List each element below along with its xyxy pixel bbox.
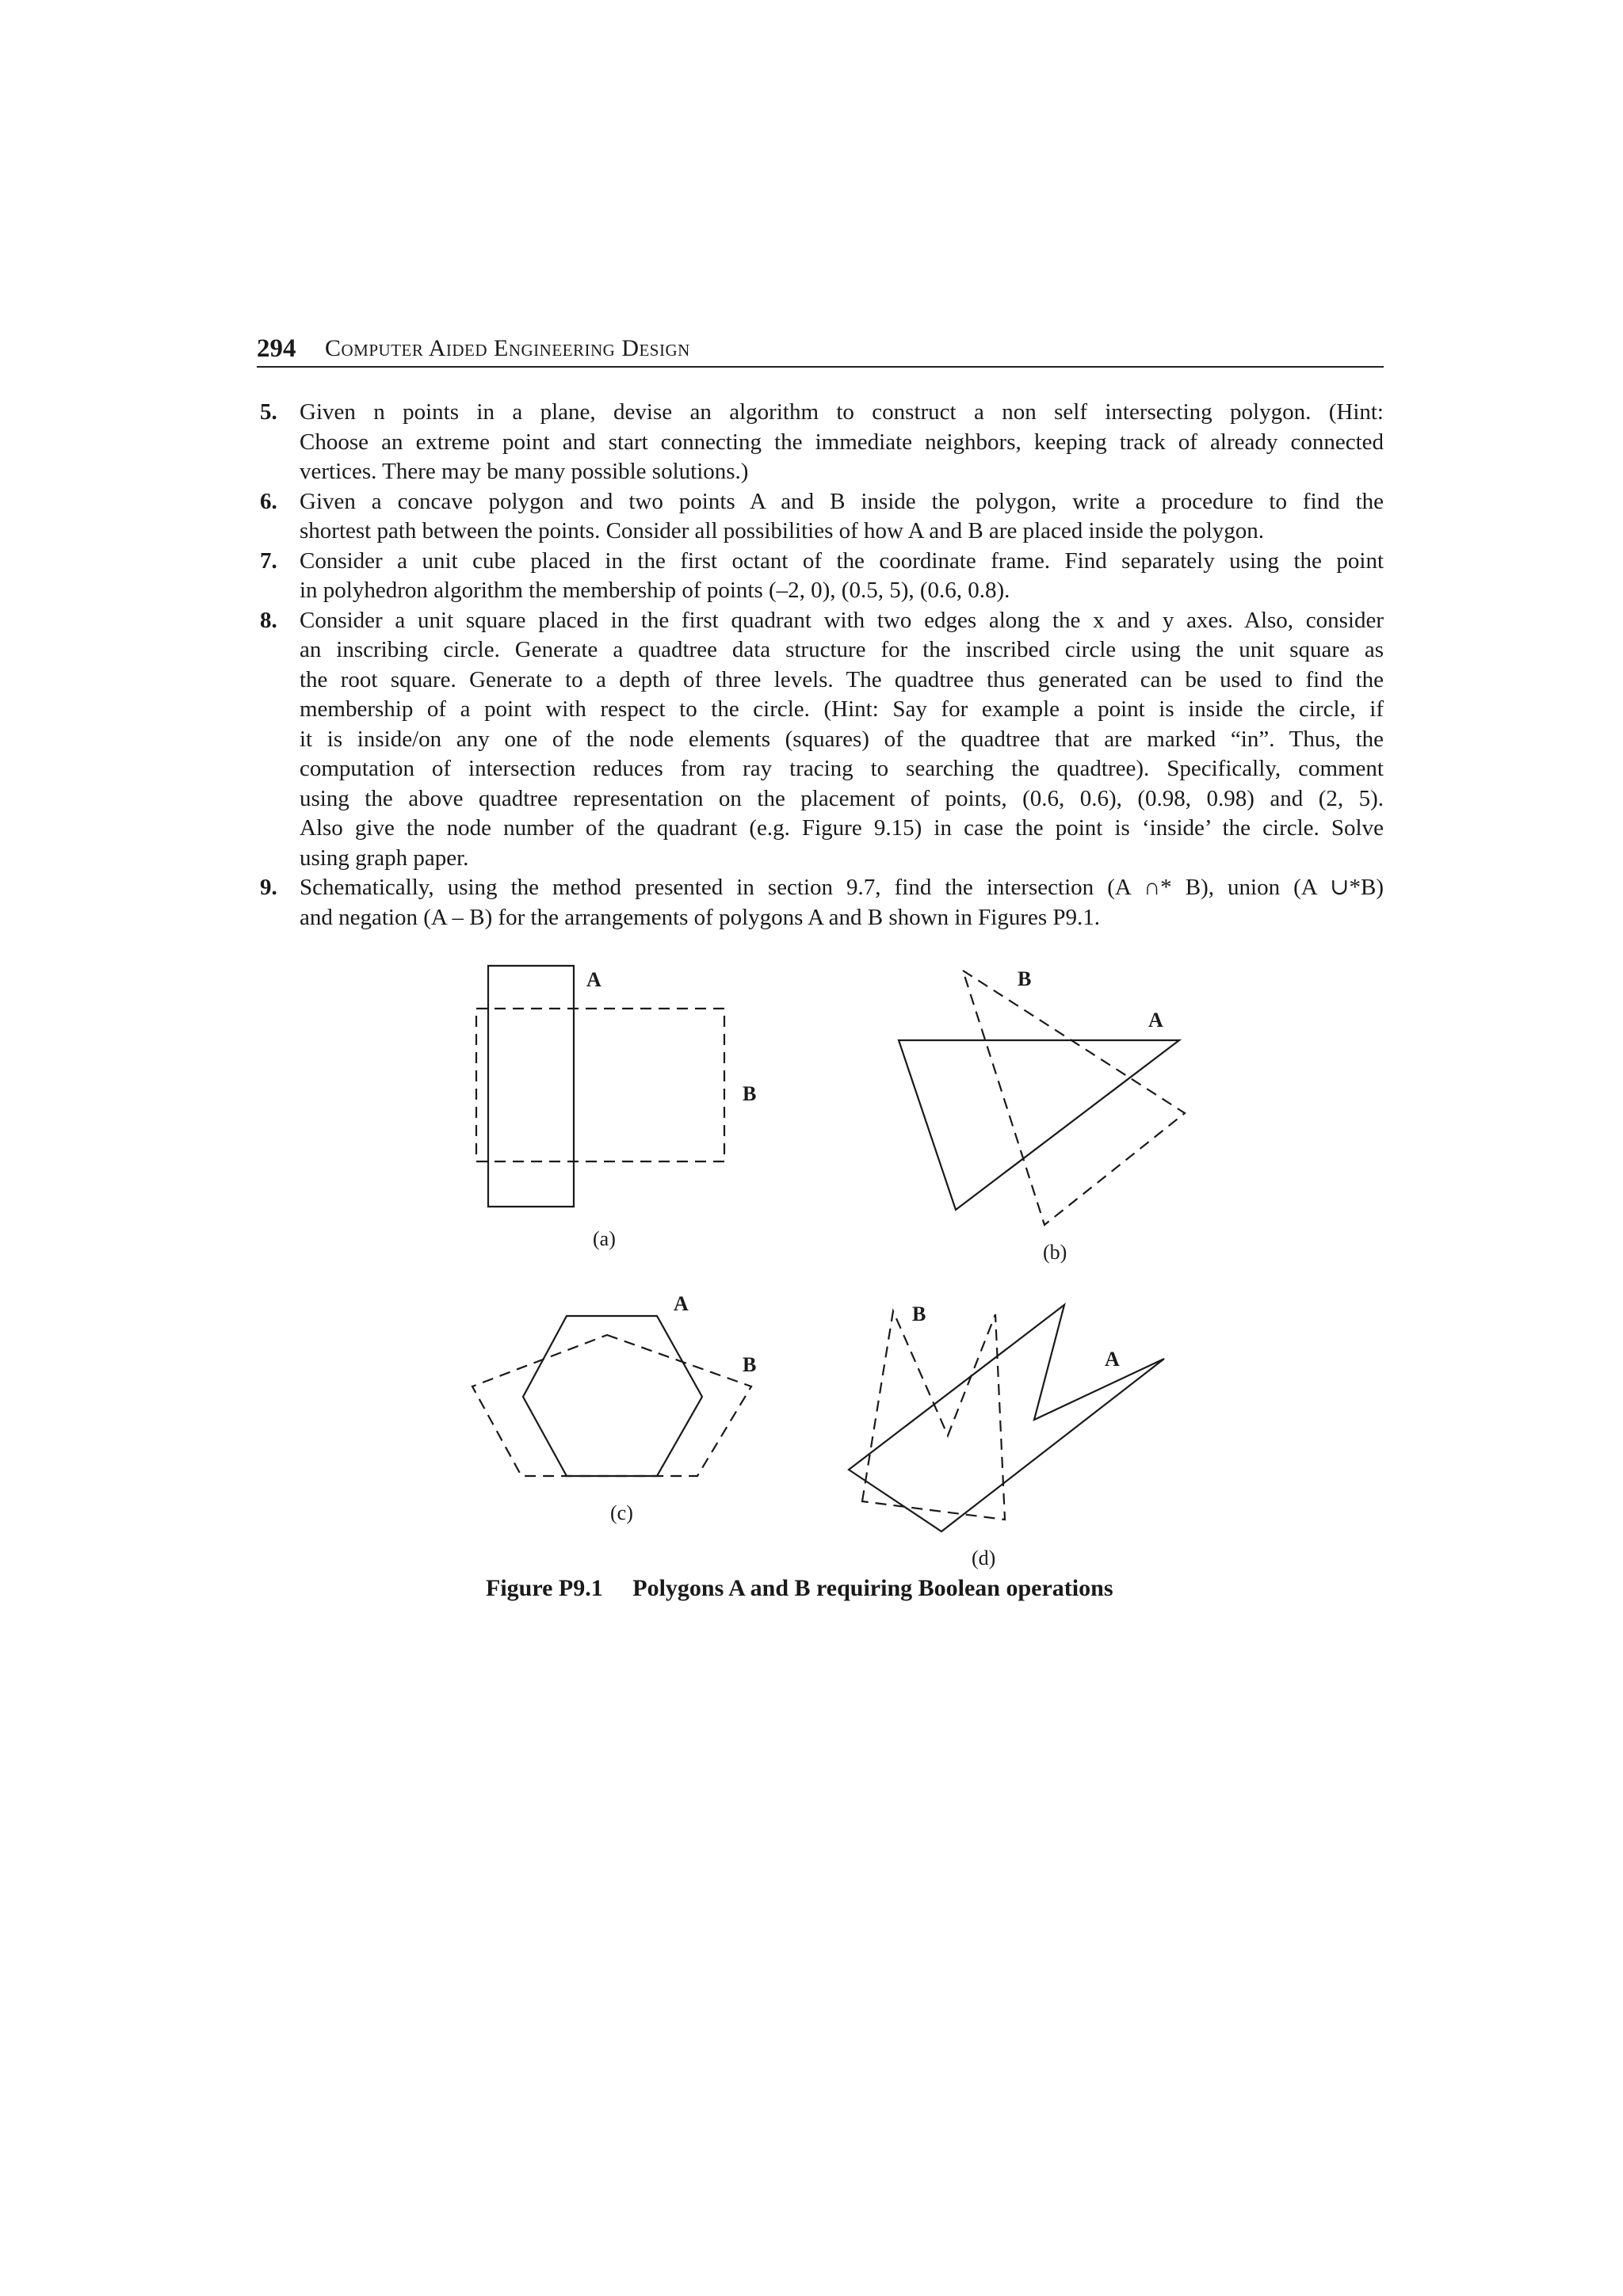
exercise-line: in polyhedron algorithm the membership of points (–2, 0), (0.5, 5), (0.6, 0.8). xyxy=(300,578,1010,603)
exercise-line: computation of intersection reduces from ray tracing to searching the quadtree). Specifically, comment xyxy=(300,756,1384,781)
exercise-number: 6. xyxy=(260,488,277,514)
panel-d xyxy=(849,1305,1164,1531)
exercise-line: Choose an extreme point and start connecting the immediate neighbors, keeping track of already connected xyxy=(300,429,1384,455)
exercise-line: Schematically, using the method presented in section 9.7, find the intersection (A ∩* B), union (A ∪*B) xyxy=(300,875,1384,900)
polygon-b xyxy=(472,1335,751,1476)
exercise-line: vertices. There may be many possible solutions.) xyxy=(300,459,749,484)
polygon-a xyxy=(488,966,574,1207)
exercise-line: membership of a point with respect to the circle. (Hint: Say for example a point is inside the circle, if xyxy=(300,696,1384,722)
exercise-number: 9. xyxy=(260,875,277,900)
panel-c-label-a: A xyxy=(674,1292,689,1315)
panel-d-label-a: A xyxy=(1105,1348,1120,1371)
panel-b-label-b: B xyxy=(1018,967,1032,990)
exercise-number: 8. xyxy=(260,607,277,633)
exercise-line: Given n points in a plane, devise an algorithm to construct a non self intersecting polygon. (Hint: xyxy=(300,399,1384,425)
exercise-line: an inscribing circle. Generate a quadtree data structure for the inscribed circle using the unit square as xyxy=(300,637,1384,662)
panel-b-caption: (b) xyxy=(1043,1241,1067,1264)
exercise-line: and negation (A – B) for the arrangements of polygons A and B shown in Figures P9.1. xyxy=(300,904,1101,930)
exercise-line: the root square. Generate to a depth of three levels. The quadtree thus generated can be used to find the xyxy=(300,666,1384,692)
panel-a-caption: (a) xyxy=(593,1227,616,1250)
panel-c xyxy=(472,1316,751,1476)
panel-a-label-a: A xyxy=(586,968,601,991)
panel-b-label-a: A xyxy=(1148,1009,1163,1032)
panel-a xyxy=(476,966,724,1207)
exercise-line: using the above quadtree representation on the placement of points, (0.6, 0.6), (0.98, 0.98) and (2, 5). xyxy=(300,785,1384,811)
exercise-number: 5. xyxy=(260,399,277,425)
figure-caption-id: Figure P9.1 xyxy=(486,1575,603,1601)
polygon-b xyxy=(862,1311,1005,1520)
exercise-line: using graph paper. xyxy=(300,845,469,871)
exercise-line: shortest path between the points. Consider all possibilities of how A and B are placed inside the polygon. xyxy=(300,518,1264,543)
polygon-a xyxy=(849,1305,1164,1531)
page-number: 294 xyxy=(257,334,296,363)
polygon-b xyxy=(476,1009,724,1161)
panel-c-caption: (c) xyxy=(610,1501,633,1524)
figure-caption xyxy=(486,1573,1113,1604)
exercise-line: Also give the node number of the quadrant (e.g. Figure 9.15) in case the point is ‘inside’ the circle. Solve xyxy=(300,815,1384,841)
panel-a-label-b: B xyxy=(743,1082,757,1105)
polygon-a xyxy=(899,1040,1179,1210)
polygon-a xyxy=(523,1316,702,1476)
panel-d-caption: (d) xyxy=(972,1547,996,1569)
exercise-line: Given a concave polygon and two points A and B inside the polygon, write a procedure to find the xyxy=(300,488,1384,514)
figure-caption-text: Polygons A and B requiring Boolean operations xyxy=(632,1575,1113,1601)
exercise-line: Consider a unit cube placed in the first octant of the coordinate frame. Find separately using the point xyxy=(300,547,1384,574)
exercise-line: it is inside/on any one of the node elements (squares) of the quadtree that are marked “in”. Thus, the xyxy=(300,726,1384,752)
exercise-line: Consider a unit square placed in the first quadrant with two edges along the x and y axes. Also, consider xyxy=(300,607,1384,633)
panel-d-label-b: B xyxy=(912,1302,926,1325)
exercise-number: 7. xyxy=(260,547,277,574)
panel-b xyxy=(899,971,1185,1225)
running-title: Computer Aided Engineering Design xyxy=(325,335,690,361)
panel-c-label-b: B xyxy=(743,1353,757,1376)
